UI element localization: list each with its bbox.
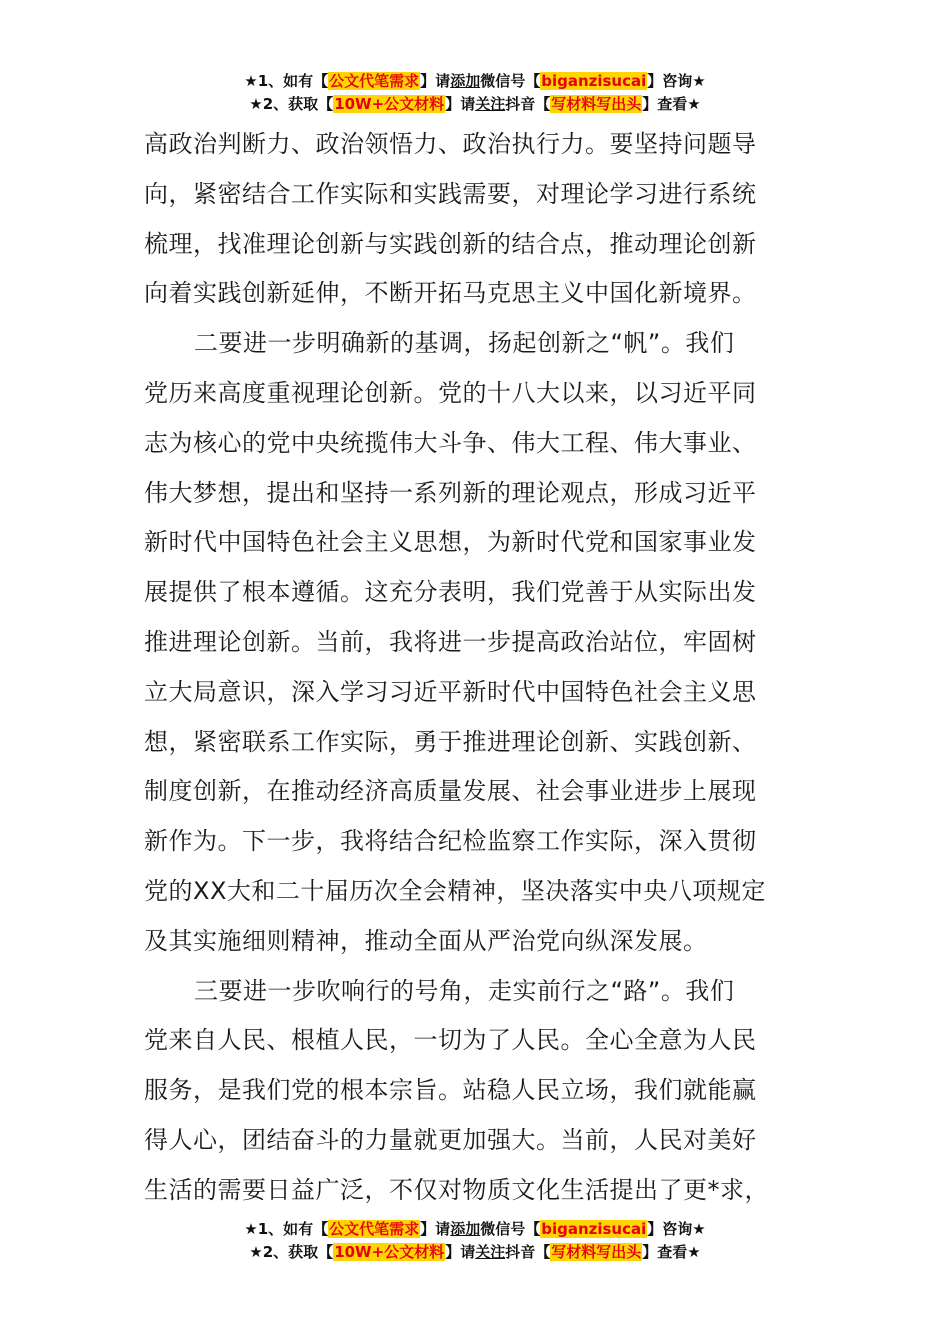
text-line: 推进理论创新。当前，我将进一步提高政治站位，牢固树 bbox=[144, 627, 757, 656]
text-line: 得人心，团结奋斗的力量就更加强大。当前，人民对美好 bbox=[144, 1125, 757, 1154]
banner-highlight-service: 公文代笔需求 bbox=[329, 1220, 420, 1238]
banner-underline-add: 添加 bbox=[450, 72, 481, 90]
text-line: 向着实践创新延伸，不断开拓马克思主义中国化新境界。 bbox=[144, 279, 757, 308]
text-line: 党历来高度重视理论创新。党的十八大以来，以习近平同 bbox=[144, 378, 757, 407]
banner-underline-follow: 关注 bbox=[475, 1243, 506, 1261]
banner-highlight-materials: 10W+公文材料 bbox=[334, 1243, 445, 1261]
text-line: 高政治判断力、政治领悟力、政治执行力。要坚持问题导 bbox=[144, 130, 757, 158]
paragraph-3 bbox=[144, 967, 806, 1216]
text-line: 二要进一步明确新的基调，扬起创新之“帆”。我们 bbox=[194, 329, 735, 358]
banner-line-2 bbox=[0, 1241, 950, 1264]
paragraph-1 bbox=[144, 120, 806, 319]
banner-highlight-materials: 10W+公文材料 bbox=[334, 95, 445, 113]
banner-line-1 bbox=[0, 1218, 950, 1241]
text-line: 新作为。下一步，我将结合纪检监察工作实际，深入贯彻 bbox=[144, 827, 757, 856]
banner-highlight-douyin: 写材料写出头 bbox=[551, 1243, 642, 1261]
text-line: 梳理，找准理论创新与实践创新的结合点，推动理论创新 bbox=[144, 229, 757, 258]
banner-line-1 bbox=[0, 70, 950, 93]
text-line: 生活的需要日益广泛，不仅对物质文化生活提出了更*求， bbox=[144, 1175, 769, 1204]
text-line: 向，紧密结合工作实际和实践需要，对理论学习进行系统 bbox=[144, 179, 757, 208]
banner-text: 】请 bbox=[445, 95, 476, 113]
text-line: 展提供了根本遵循。这充分表明，我们党善于从实际出发 bbox=[144, 578, 757, 607]
banner-text: ★2、获取【 bbox=[249, 95, 334, 113]
banner-text: 抖音【 bbox=[505, 1243, 551, 1261]
banner-text: 微信号【 bbox=[480, 72, 541, 90]
banner-text: 】咨询★ bbox=[647, 72, 706, 90]
text-line: 新时代中国特色社会主义思想，为新时代党和国家事业发 bbox=[144, 528, 757, 557]
banner-highlight-service: 公文代笔需求 bbox=[329, 72, 420, 90]
banner-highlight-wechat-id: biganzisucai bbox=[541, 72, 647, 90]
banner-text: ★2、获取【 bbox=[249, 1243, 334, 1261]
text-line: 制度创新，在推动经济高质量发展、社会事业进步上展现 bbox=[144, 777, 757, 806]
text-line: 伟大梦想，提出和坚持一系列新的理论观点，形成习近平 bbox=[144, 478, 757, 507]
banner-line-2 bbox=[0, 93, 950, 116]
bottom-banner bbox=[0, 1218, 950, 1264]
text-line: 想，紧密联系工作实际，勇于推进理论创新、实践创新、 bbox=[144, 727, 757, 756]
banner-underline-add: 添加 bbox=[450, 1220, 481, 1238]
banner-text: 】请 bbox=[445, 1243, 476, 1261]
banner-highlight-douyin: 写材料写出头 bbox=[551, 95, 642, 113]
text-line: 志为核心的党中央统揽伟大斗争、伟大工程、伟大事业、 bbox=[144, 428, 757, 457]
text-line: 三要进一步吹响行的号角，走实前行之“路”。我们 bbox=[194, 976, 735, 1005]
banner-underline-follow: 关注 bbox=[475, 95, 506, 113]
top-banner bbox=[0, 70, 950, 116]
text-line: 服务，是我们党的根本宗旨。站稳人民立场，我们就能赢 bbox=[144, 1076, 757, 1105]
text-line: 立大局意识，深入学习习近平新时代中国特色社会主义思 bbox=[144, 677, 757, 706]
document-body bbox=[144, 120, 806, 1216]
banner-text: 】查看★ bbox=[642, 95, 701, 113]
banner-text: 】请 bbox=[420, 1220, 451, 1238]
banner-text: 】请 bbox=[420, 72, 451, 90]
banner-text: ★1、如有【 bbox=[244, 72, 329, 90]
banner-text: 】查看★ bbox=[642, 1243, 701, 1261]
banner-text: 抖音【 bbox=[505, 95, 551, 113]
text-line: 党来自人民、根植人民，一切为了人民。全心全意为人民 bbox=[144, 1026, 757, 1055]
text-line: 及其实施细则精神，推动全面从严治党向纵深发展。 bbox=[144, 926, 708, 955]
banner-text: 】咨询★ bbox=[647, 1220, 706, 1238]
text-line: 党的XX大和二十届历次全会精神，坚决落实中央八项规定 bbox=[144, 876, 766, 905]
banner-text: ★1、如有【 bbox=[244, 1220, 329, 1238]
paragraph-2 bbox=[144, 319, 806, 966]
banner-text: 微信号【 bbox=[480, 1220, 541, 1238]
banner-highlight-wechat-id: biganzisucai bbox=[541, 1220, 647, 1238]
